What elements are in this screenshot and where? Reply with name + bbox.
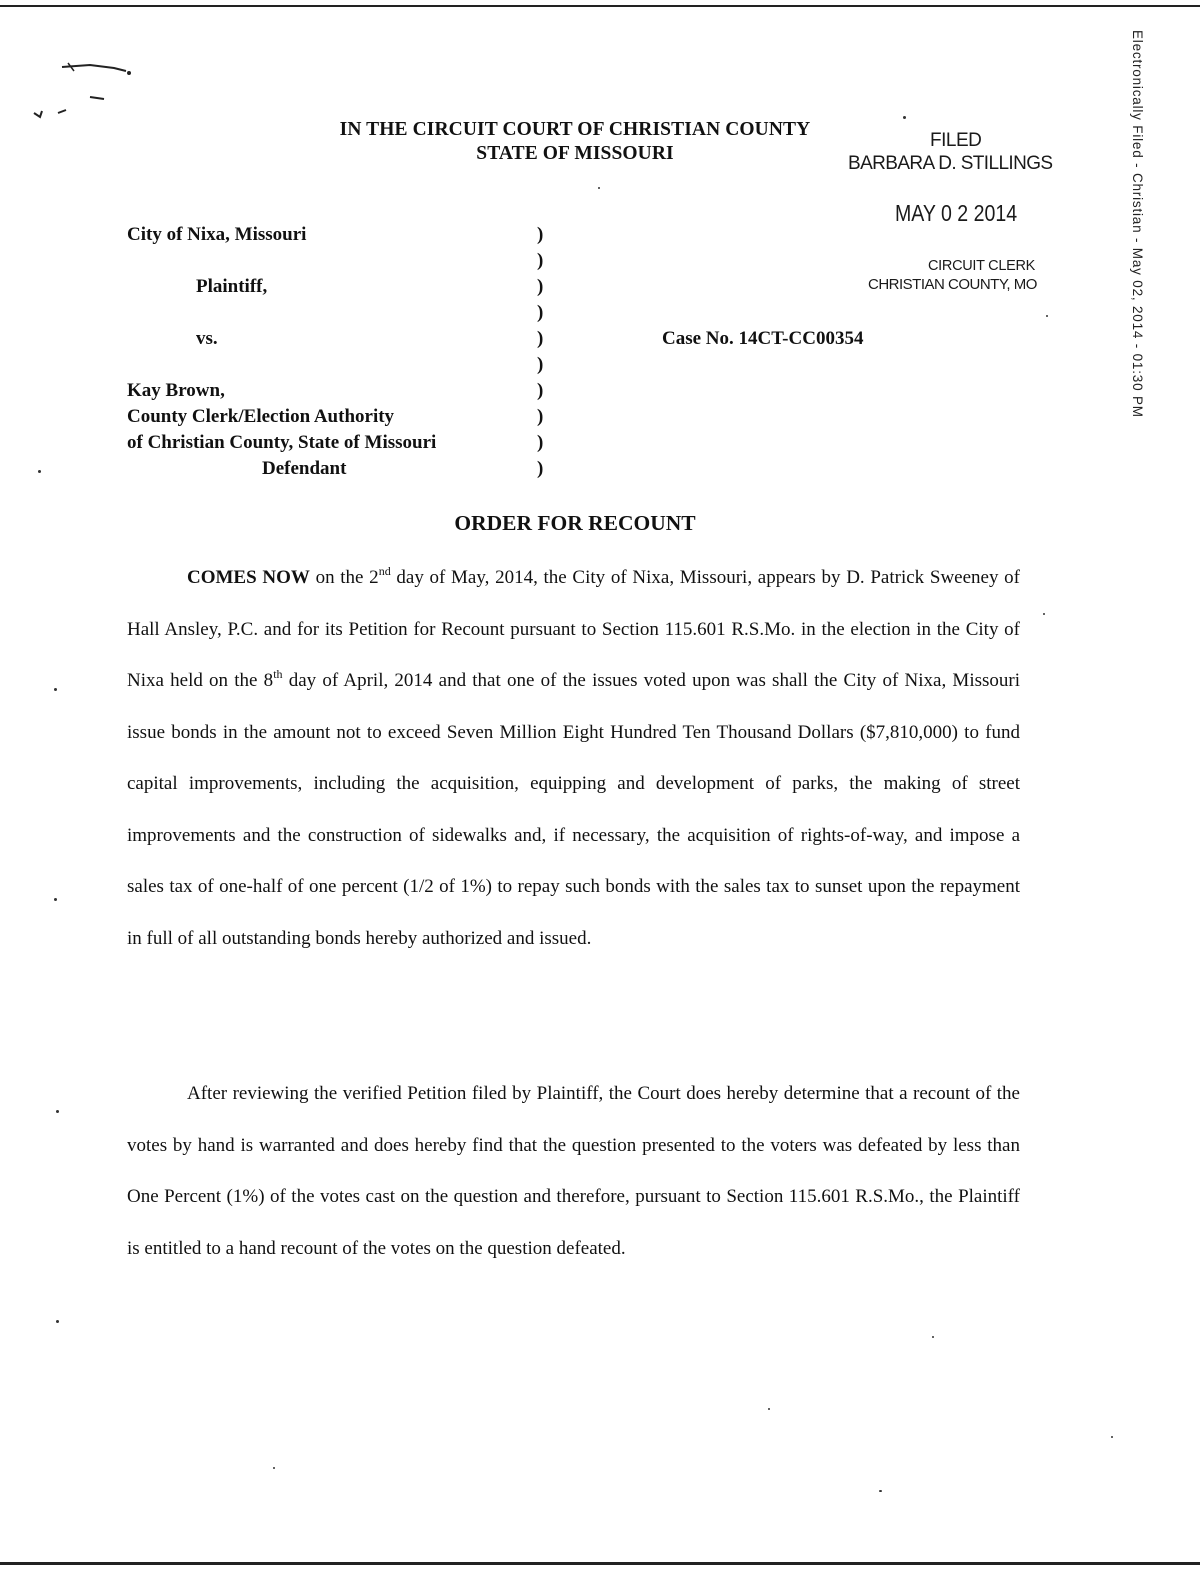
electronic-filing-margin (1127, 30, 1149, 470)
scan-speck (1111, 1436, 1113, 1438)
filed-stamp-county: CHRISTIAN COUNTY, MO (868, 276, 1037, 293)
electronic-filing-margin-text: Electronically Filed - Christian - May 02, 2014 - 01:30 PM (1130, 30, 1145, 418)
paragraph-lead: COMES NOW (187, 567, 310, 588)
caption-paren: ) (537, 250, 544, 271)
paragraph-comes-now (127, 552, 1020, 964)
page-top-edge (0, 5, 1200, 7)
scan-mark-top-left (28, 55, 138, 125)
scan-speck (1046, 315, 1048, 317)
filed-stamp-clerk-name: BARBARA D. STILLINGS (848, 153, 1053, 174)
caption-defendant-jurisdiction: of Christian County, State of Missouri (127, 432, 437, 453)
caption-defendant-title: County Clerk/Election Authority (127, 406, 395, 427)
caption-paren: ) (537, 328, 544, 349)
scan-speck (932, 1336, 934, 1338)
ordinal-suffix: nd (378, 564, 391, 578)
caption-defendant-name: Kay Brown, (127, 380, 225, 401)
caption-paren: ) (537, 432, 544, 453)
page-bottom-edge (0, 1562, 1200, 1565)
order-title: ORDER FOR RECOUNT (454, 511, 696, 535)
caption-paren: ) (537, 406, 544, 427)
scan-speck (54, 688, 57, 691)
scan-speck (56, 1110, 59, 1113)
scan-speck (273, 1467, 275, 1469)
scan-speck (56, 1320, 59, 1323)
caption-plaintiff-role: Plaintiff, (196, 276, 268, 297)
caption-paren: ) (537, 458, 544, 479)
case-number: Case No. 14CT-CC00354 (662, 328, 864, 349)
paragraph-text: After reviewing the verified Petition filed by Plaintiff, the Court does hereby determine that a recount of the votes by hand is warranted and does hereby find that the question presented to the voters was defeated by less than One Percent (1%) of the votes cast on the question and therefore, pursuant to Section 115.601 R.S.Mo., the Plaintiff is entitled to a hand recount of the votes on the question defeated. (127, 1083, 1020, 1259)
court-header (290, 118, 860, 166)
scan-speck (1043, 613, 1045, 615)
caption-paren: ) (537, 380, 544, 401)
ordinal-suffix: th (273, 667, 283, 681)
scan-speck (38, 470, 41, 473)
court-header-line1: IN THE CIRCUIT COURT OF CHRISTIAN COUNTY (339, 119, 811, 140)
scan-speck (768, 1408, 770, 1410)
court-header-line2: STATE OF MISSOURI (476, 143, 674, 164)
caption-paren: ) (537, 276, 544, 297)
filed-stamp-label: FILED (930, 130, 982, 151)
caption-paren: ) (537, 224, 544, 245)
scan-speck (598, 187, 600, 189)
caption-paren: ) (537, 302, 544, 323)
caption-versus: vs. (196, 328, 218, 349)
scan-speck (903, 116, 906, 119)
caption-plaintiff-name: City of Nixa, Missouri (127, 224, 307, 245)
paragraph-findings (127, 1068, 1020, 1274)
filed-stamp-date: MAY 0 2 2014 (895, 200, 1018, 226)
paragraph-text: on the 2 (309, 567, 379, 588)
caption-defendant-role: Defendant (262, 458, 347, 479)
scan-speck (879, 1490, 882, 1492)
filed-stamp-office: CIRCUIT CLERK (928, 258, 1036, 274)
scan-speck (54, 898, 57, 901)
paragraph-text: day of April, 2014 and that one of the issues voted upon was shall the City of Nixa, Missouri issue bonds in the amount not to exceed Seven Million Eight Hundred Ten Thousand Dollars ($7,810,000) to fund capital improvements, including the acquisition, equipping and development of parks, the making of street improvements and the construction of sidewalks and, if necessary, the acquisition of rights-of-way, and impose a sales tax of one-half of one percent (1/2 of 1%) to repay such bonds with the sales tax to sunset upon the repayment in full of all outstanding bonds hereby authorized and issued. (127, 670, 1020, 949)
caption-paren: ) (537, 354, 544, 375)
paragraph-text: day of May, 2014, the City of Nixa, Missouri, appears by D. Patrick Sweeney of Hall Ansley, P.C. and for its Petition for Recount pursuant to Section 115.601 R.S.Mo. in the election in the City of Nixa held on the 8 (127, 567, 1020, 691)
